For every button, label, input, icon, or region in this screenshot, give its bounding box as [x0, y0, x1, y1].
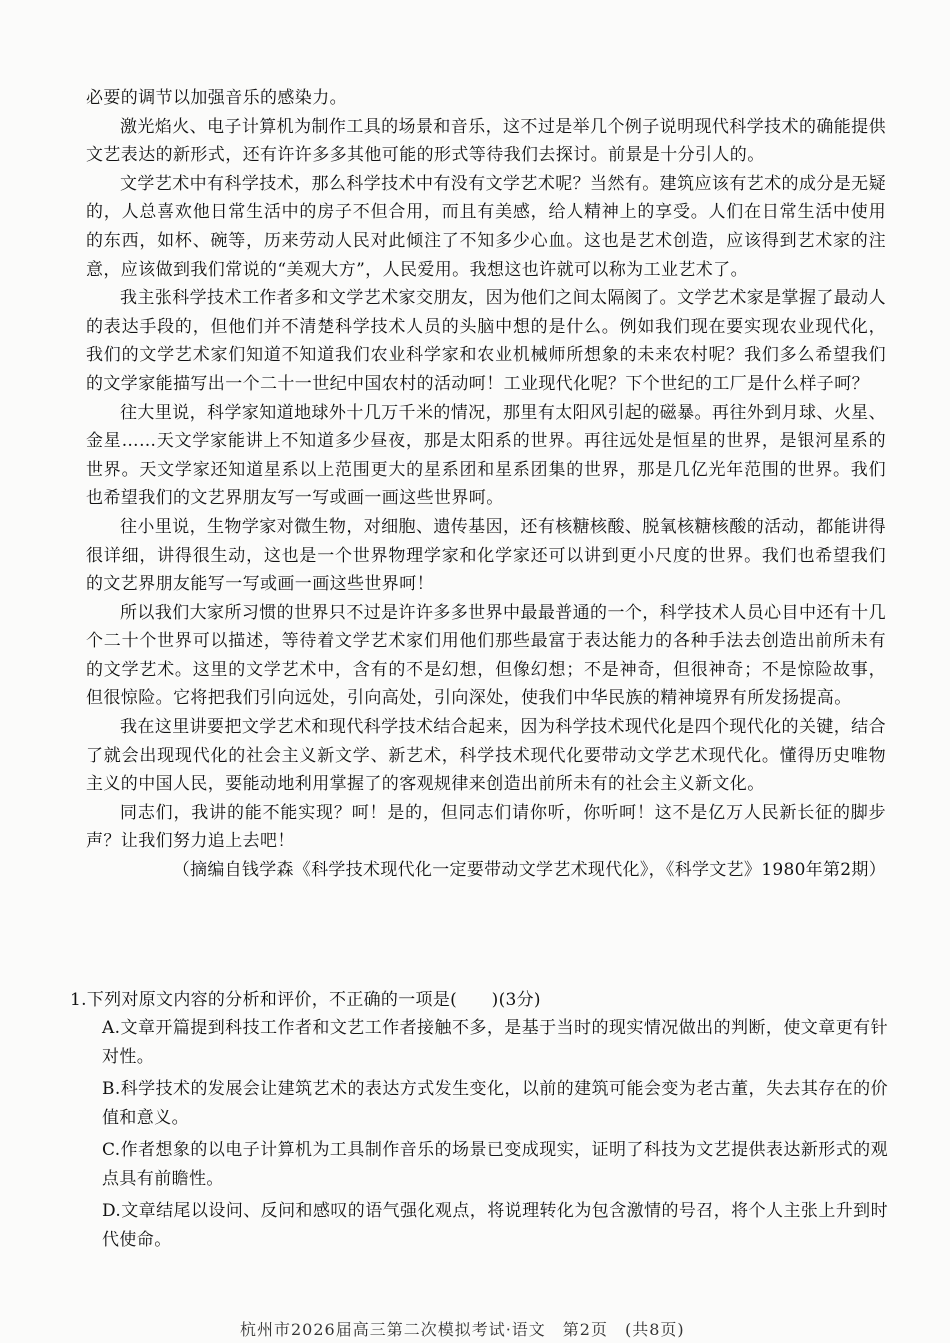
- passage-paragraph-6: 往小里说，生物学家对微生物，对细胞、遗传基因，还有核糖核酸、脱氧核糖核酸的活动，都能讲得很详细，讲得很生动，这也是一个世界物理学家和化学家还可以讲到更小尺度的世界。我们也希望我们的文艺界朋友能写一写或画一画这些世界呵！: [86, 516, 886, 595]
- passage-paragraph-8: 我在这里讲要把文学艺术和现代科学技术结合起来，因为科学技术现代化是四个现代化的关键，结合了就会出现现代化的社会主义新文学、新艺术，科学技术现代化要带动文学艺术现代化。懂得历史唯物主义的中国人民，要能动地利用掌握了的客观规律来创造出前所未有的社会主义新文化。: [86, 717, 886, 795]
- passage-paragraph-2: 激光焰火、电子计算机为制作工具的场景和音乐，这不过是举几个例子说明现代科学技术的确能提供文艺表达的新形式，还有许许多多其他可能的形式等待我们去探讨。前景是十分引人的。: [86, 116, 886, 166]
- option-d: D.文章结尾以设问、反问和感叹的语气强化观点，将说理转化为包含激情的号召，将个人主张上升到时代使命。: [102, 1201, 888, 1250]
- passage-source: （摘编自钱学森《科学技术现代化一定要带动文学艺术现代化》，《科学文艺》1980年第2期）: [172, 860, 886, 881]
- question-1: [70, 986, 888, 1258]
- passage-paragraph-5: 往大里说，科学家知道地球外十几万千米的情况，那里有太阳风引起的磁暴。再往外到月球、火星、金星……天文学家能讲上不知道多少昼夜，那是太阳系的世界。再往远处是恒星的世界，是银河星系的世界。天文学家还知道星系以上范围更大的星系团和星系团集的世界，那是几亿光年范围的世界。我们也希望我们的文艺界朋友写一写或画一画这些世界呵。: [86, 402, 886, 509]
- passage-paragraph-3: 文学艺术中有科学技术，那么科学技术中有没有文学艺术呢？当然有。建筑应该有艺术的成分是无疑的，人总喜欢他日常生活中的房子不但合用，而且有美感，给人精神上的享受。人们在日常生活中使用的东西，如杯、碗等，历来劳动人民对此倾注了不知多少心血。这也是艺术创造，应该得到艺术家的注意，应该做到我们常说的“美观大方”，人民爱用。我想这也许就可以称为工业艺术了。: [86, 173, 886, 280]
- option-b: B.科学技术的发展会让建筑艺术的表达方式发生变化，以前的建筑可能会变为老古董，失去其存在的价值和意义。: [102, 1079, 888, 1128]
- option-c: C.作者想象的以电子计算机为工具制作音乐的场景已变成现实，证明了科技为文艺提供表达新形式的观点具有前瞻性。: [102, 1140, 888, 1189]
- passage-paragraph-1: 必要的调节以加强音乐的感染力。: [86, 88, 347, 108]
- page-footer: 杭州市2026届高三第二次模拟考试·语文 第2页 (共8页): [240, 1320, 685, 1339]
- reading-passage: [86, 84, 886, 885]
- passage-paragraph-7: 所以我们大家所习惯的世界只不过是许许多多世界中最最普通的一个，科学技术人员心目中还有十几个二十个世界可以描述，等待着文学艺术家们用他们那些最富于表达能力的各种手法去创造出前所未有的文学艺术。这里的文学艺术中，含有的不是幻想，但像幻想；不是神奇，但很神奇；不是惊险故事，但很惊险。它将把我们引向远处，引向高处，引向深处，使我们中华民族的精神境界有所发扬提高。: [86, 602, 886, 709]
- option-a: A.文章开篇提到科技工作者和文艺工作者接触不多，是基于当时的现实情况做出的判断，使文章更有针对性。: [102, 1018, 888, 1067]
- passage-paragraph-9: 同志们，我讲的能不能实现？呵！是的，但同志们请你听，你听呵！这不是亿万人民新长征的脚步声？让我们努力追上去吧！: [86, 802, 886, 852]
- question-stem: 1.下列对原文内容的分析和评价，不正确的一项是( )(3分): [70, 990, 541, 1010]
- passage-paragraph-4: 我主张科学技术工作者多和文学艺术家交朋友，因为他们之间太隔阂了。文学艺术家是掌握了最动人的表达手段的，但他们并不清楚科学技术人员的头脑中想的是什么。例如我们现在要实现农业现代化，我们的文学艺术家们知道不知道我们农业科学家和农业机械师所想象的未来农村呢？我们多么希望我们的文学家能描写出一个二十一世纪中国农村的活动呵！工业现代化呢？下个世纪的工厂是什么样子呵？: [86, 288, 886, 394]
